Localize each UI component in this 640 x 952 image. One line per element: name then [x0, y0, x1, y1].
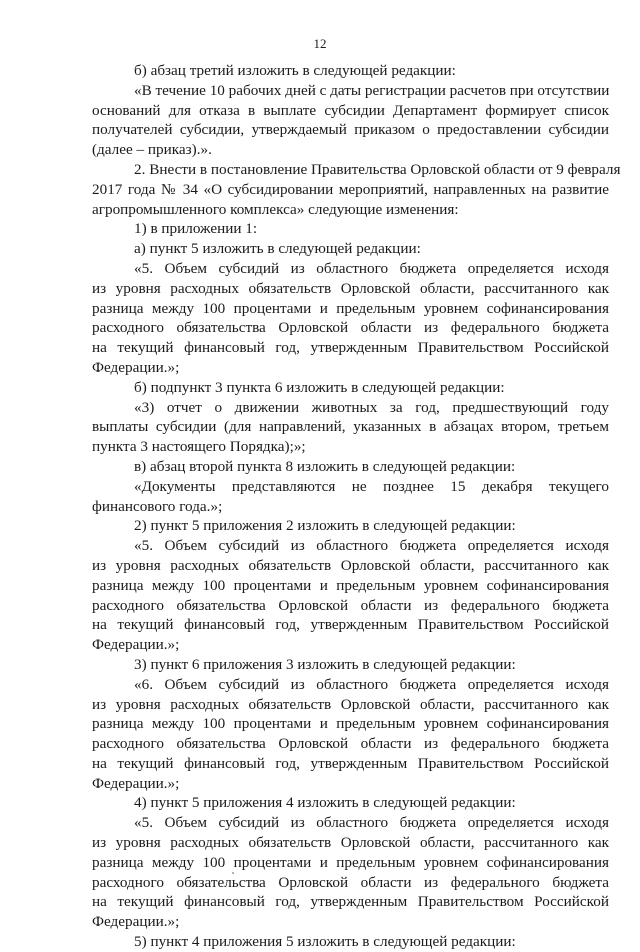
text-line: расходного обязательства Орловской области из федерального бюджета	[92, 319, 609, 337]
text-line: «5. Объем субсидий из областного бюджета определяется исходя	[134, 259, 609, 277]
text-line: агропромышленного комплекса» следующие изменения:	[92, 200, 459, 218]
scan-speck	[232, 872, 234, 874]
text-line: разница между 100 процентами и предельным уровнем софинансирования	[92, 299, 609, 317]
text-line: разница между 100 процентами и предельным уровнем софинансирования	[92, 576, 609, 594]
text-line: Федерации.»;	[92, 636, 180, 654]
text-line: 3) пункт 6 приложения 3 изложить в следующей редакции:	[134, 655, 516, 673]
text-line: 2) пункт 5 приложения 2 изложить в следующей редакции:	[134, 517, 516, 535]
text-line: 5) пункт 4 приложения 5 изложить в следующей редакции:	[134, 933, 516, 951]
text-line: «5. Объем субсидий из областного бюджета определяется исходя	[134, 814, 609, 832]
text-line: Федерации.»;	[92, 913, 180, 931]
text-line: из уровня расходных обязательств Орловской области, рассчитанного как	[92, 834, 609, 852]
text-line: из уровня расходных обязательств Орловской области, рассчитанного как	[92, 279, 609, 297]
text-line: «5. Объем субсидий из областного бюджета определяется исходя	[134, 537, 609, 555]
text-line: получателей субсидии, утверждаемый приказом о предоставлении субсидии	[92, 121, 609, 139]
text-line: Федерации.»;	[92, 774, 180, 792]
text-line: оснований для отказа в выплате субсидии Департамент формирует список	[92, 101, 609, 119]
text-line: на текущий финансовый год, утвержденным Правительством Российской	[92, 754, 609, 772]
text-line: б) абзац третий изложить в следующей редакции:	[134, 62, 456, 79]
text-line: б) подпункт 3 пункта 6 изложить в следующей редакции:	[134, 378, 505, 396]
text-line: из уровня расходных обязательств Орловской области, рассчитанного как	[92, 695, 609, 713]
text-line: на текущий финансовый год, утвержденным Правительством Российской	[92, 616, 609, 634]
text-line: в) абзац второй пункта 8 изложить в следующей редакции:	[134, 457, 516, 475]
text-line: «3) отчет о движении животных за год, предшествующий году	[134, 398, 609, 416]
text-line: 4) пункт 5 приложения 4 изложить в следующей редакции:	[134, 794, 516, 812]
text-line: 2. Внести в постановление Правительства Орловской области от 9 февраля	[134, 160, 621, 178]
text-line: пункта 3 настоящего Порядка);»;	[92, 438, 306, 456]
document-body	[92, 61, 621, 952]
text-line: разница между 100 процентами и предельным уровнем софинансирования	[92, 715, 609, 733]
text-line: а) пункт 5 изложить в следующей редакции:	[134, 240, 421, 258]
text-line: на текущий финансовый год, утвержденным Правительством Российской	[92, 893, 609, 911]
text-line: финансового года.»;	[92, 497, 223, 515]
text-line: расходного обязательства Орловской области из федерального бюджета	[92, 735, 609, 753]
text-line: «В течение 10 рабочих дней с даты регистрации расчетов при отсутствии	[134, 81, 610, 99]
text-line: 2017 года № 34 «О субсидировании мероприятий, направленных на развитие	[92, 180, 609, 198]
text-line: расходного обязательства Орловской области из федерального бюджета	[92, 873, 609, 891]
text-line: из уровня расходных обязательств Орловской области, рассчитанного как	[92, 556, 609, 574]
page-number: 12	[313, 36, 327, 51]
text-line: Федерации.»;	[92, 358, 180, 376]
text-line: на текущий финансовый год, утвержденным Правительством Российской	[92, 339, 609, 357]
text-line: (далее – приказ).».	[92, 141, 212, 159]
text-line: разница между 100 процентами и предельным уровнем софинансирования	[92, 853, 609, 871]
text-line: 1) в приложении 1:	[134, 220, 258, 238]
text-line: «6. Объем субсидий из областного бюджета определяется исходя	[134, 675, 609, 693]
text-line: выплаты субсидии (для направлений, указанных в абзацах втором, третьем	[92, 418, 609, 436]
text-line: расходного обязательства Орловской области из федерального бюджета	[92, 596, 609, 614]
text-line: «Документы представляются не позднее 15 декабря текущего	[134, 477, 609, 495]
